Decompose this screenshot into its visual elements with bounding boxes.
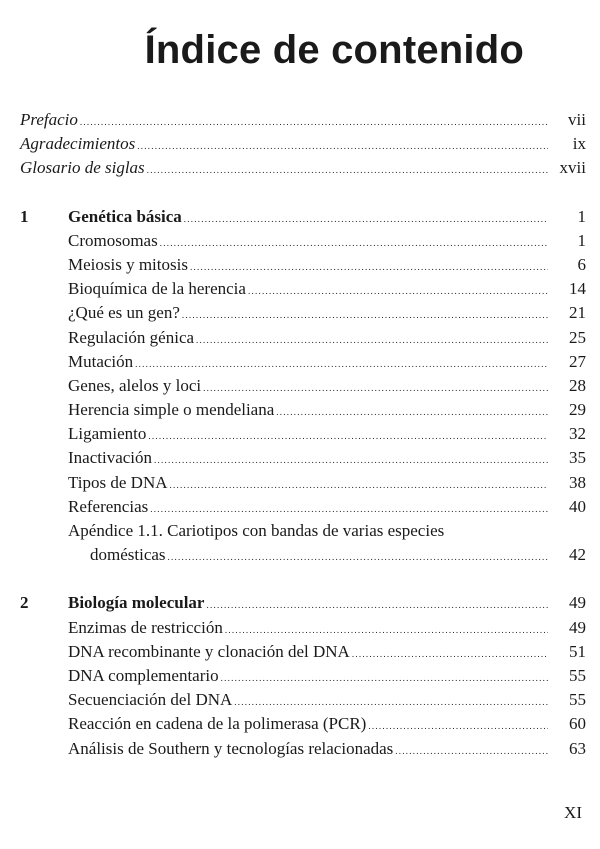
toc-appendix-line-1 xyxy=(20,519,586,543)
dot-leader xyxy=(225,616,548,642)
toc-entry-label: Agradecimientos xyxy=(20,134,136,154)
dot-leader xyxy=(160,229,548,255)
toc-section xyxy=(20,422,586,446)
toc-section xyxy=(20,737,586,761)
toc-page-number: 40 xyxy=(569,496,586,516)
toc-page-number: 42 xyxy=(569,545,586,565)
page-folio: XI xyxy=(564,803,582,822)
section-label: Análisis de Southern y tecnologías relacionadas xyxy=(68,738,394,758)
dot-leader xyxy=(276,398,548,424)
toc-section xyxy=(20,277,586,301)
toc-page-number: 28 xyxy=(569,375,586,395)
toc-entry-glossary xyxy=(20,156,586,180)
toc-section xyxy=(20,350,586,374)
toc-section xyxy=(20,301,586,325)
section-label: Cromosomas xyxy=(68,230,158,250)
section-label: ¿Qué es un gen? xyxy=(68,303,180,323)
dot-leader xyxy=(148,422,548,448)
toc-chapter-1 xyxy=(20,205,586,229)
section-label: Enzimas de restricción xyxy=(68,617,223,637)
appendix-label-continued: domésticas xyxy=(90,545,166,565)
dot-leader xyxy=(170,471,548,497)
toc-page-number: 25 xyxy=(569,327,586,347)
toc-page-number: 1 xyxy=(577,206,586,226)
toc-section xyxy=(20,616,586,640)
toc-page-number: 1 xyxy=(577,230,586,250)
dot-leader xyxy=(147,156,548,182)
section-label: Regulación génica xyxy=(68,327,195,347)
toc-section xyxy=(20,446,586,470)
section-label: Bioquímica de la herencia xyxy=(68,279,246,299)
dot-leader xyxy=(395,737,548,763)
toc-page-number: vii xyxy=(568,110,586,129)
section-label: Genes, alelos y loci xyxy=(68,375,202,395)
toc-page-number: 63 xyxy=(569,738,586,758)
dot-leader xyxy=(154,446,548,472)
section-spacer xyxy=(20,181,586,205)
toc-section xyxy=(20,229,586,253)
dot-leader xyxy=(150,495,548,521)
section-label: DNA complementario xyxy=(68,665,219,685)
dot-leader xyxy=(368,712,548,738)
toc-section xyxy=(20,374,586,398)
toc-page-number: 35 xyxy=(569,448,586,468)
toc-section xyxy=(20,398,586,422)
toc-section xyxy=(20,495,586,519)
toc-page-number: 27 xyxy=(569,351,586,371)
dot-leader xyxy=(221,664,548,690)
dot-leader xyxy=(234,688,548,714)
dot-leader xyxy=(80,108,548,134)
section-label: Reacción en cadena de la polimerasa (PCR) xyxy=(68,714,367,734)
toc-entry-preface xyxy=(20,108,586,132)
section-label: Meiosis y mitosis xyxy=(68,254,188,274)
page-title: Índice de contenido xyxy=(144,28,524,72)
toc-entry-acknowledgements xyxy=(20,132,586,156)
chapter-number: 2 xyxy=(20,593,29,613)
section-spacer xyxy=(20,567,586,591)
section-label: Referencias xyxy=(68,496,149,516)
dot-leader xyxy=(182,301,548,327)
section-label: Herencia simple o mendeliana xyxy=(68,400,275,420)
toc-page-number: xvii xyxy=(559,158,586,178)
dot-leader xyxy=(168,543,548,569)
appendix-label: Apéndice 1.1. Cariotipos con bandas de varias especies xyxy=(68,521,445,540)
toc-page-number: 38 xyxy=(569,472,586,492)
toc-section xyxy=(20,712,586,736)
dot-leader xyxy=(203,374,548,400)
section-label: Mutación xyxy=(68,351,134,371)
toc-section xyxy=(20,688,586,712)
toc-page-number: 55 xyxy=(569,665,586,685)
dot-leader xyxy=(196,326,548,352)
toc-section xyxy=(20,664,586,688)
dot-leader xyxy=(206,591,548,617)
dot-leader xyxy=(248,277,548,303)
toc-page-number: ix xyxy=(572,134,586,154)
toc-page-number: 55 xyxy=(569,690,586,710)
toc-section xyxy=(20,253,586,277)
chapter-title: Biología molecular xyxy=(68,593,205,613)
dot-leader xyxy=(184,205,548,231)
section-label: Secuenciación del DNA xyxy=(68,690,233,710)
dot-leader xyxy=(137,132,548,158)
dot-leader xyxy=(190,253,548,279)
toc-page-number: 49 xyxy=(569,617,586,637)
dot-leader xyxy=(135,350,548,376)
section-label: Inactivación xyxy=(68,448,153,468)
section-label: DNA recombinante y clonación del DNA xyxy=(68,641,350,661)
toc-appendix-line-2 xyxy=(20,543,586,567)
toc-page-number: 60 xyxy=(569,714,586,734)
toc-page-number: 6 xyxy=(577,254,586,274)
section-label: Ligamiento xyxy=(68,424,147,444)
chapter-number: 1 xyxy=(20,206,29,226)
table-of-contents xyxy=(20,108,586,761)
toc-page-number: 14 xyxy=(569,279,586,299)
chapter-title: Genética básica xyxy=(68,206,182,226)
toc-section xyxy=(20,326,586,350)
section-label: Tipos de DNA xyxy=(68,472,168,492)
toc-page-number: 51 xyxy=(569,641,586,661)
toc-page-number: 21 xyxy=(569,303,586,323)
toc-page-number: 29 xyxy=(569,400,586,420)
toc-entry-label: Glosario de siglas xyxy=(20,158,145,178)
toc-entry-label: Prefacio xyxy=(20,110,78,129)
toc-chapter-2 xyxy=(20,591,586,615)
toc-section xyxy=(20,640,586,664)
dot-leader xyxy=(352,640,548,666)
toc-section xyxy=(20,471,586,495)
toc-page-number: 32 xyxy=(569,424,586,444)
toc-page-number: 49 xyxy=(569,593,586,613)
